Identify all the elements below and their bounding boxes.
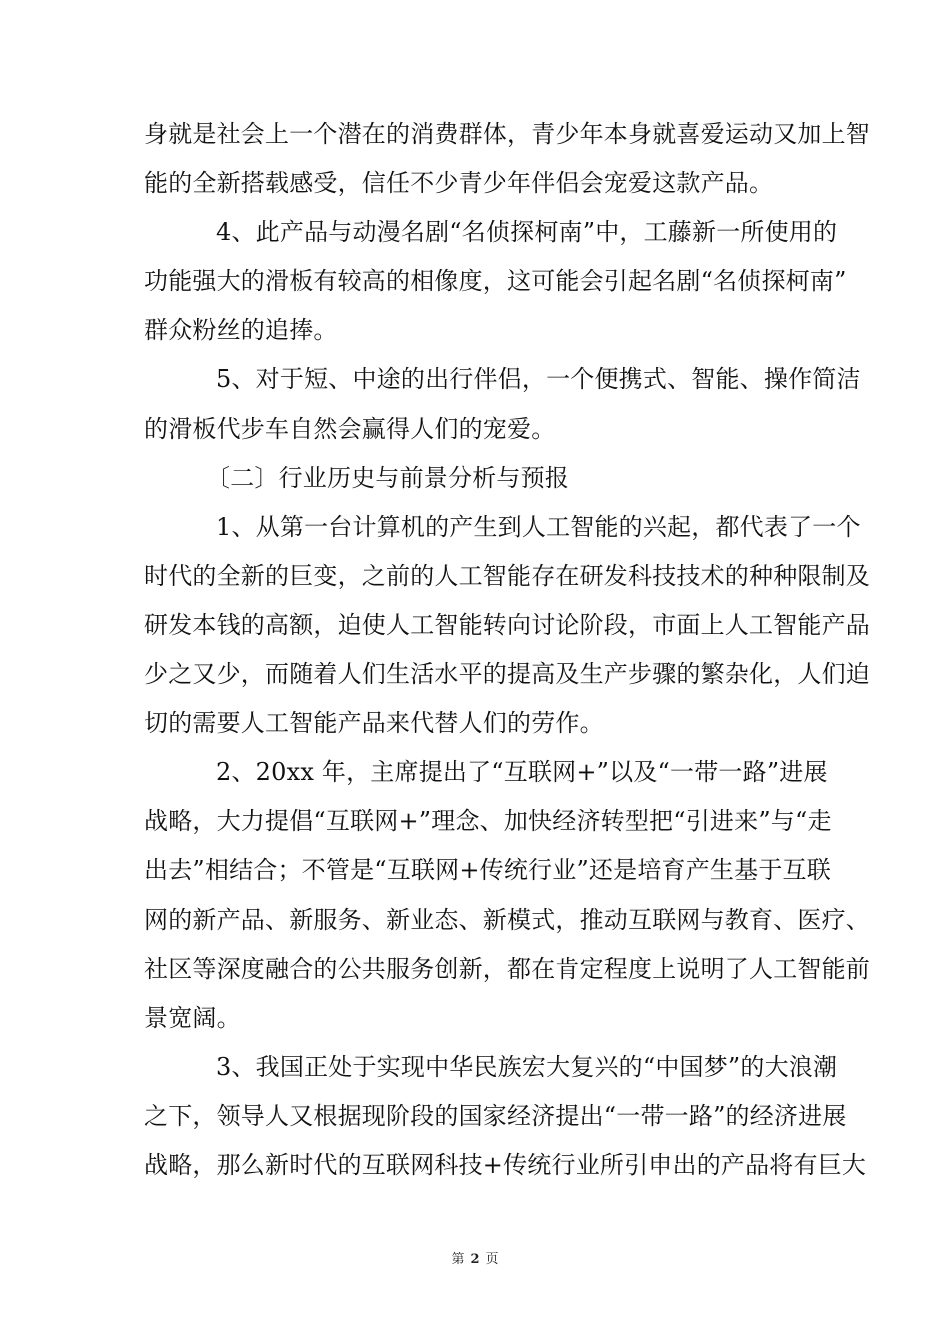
text-line: 少之又少，而随着人们生活水平的提高及生产步骤的繁杂化，人们迫: [144, 660, 870, 689]
paragraph-start: 2、20xx 年，主席提出了“互联网+”以及“一带一路”进展: [216, 758, 828, 787]
text-line: 的滑板代步车自然会赢得人们的宠爱。: [144, 414, 556, 443]
paragraph-start: 1、从第一台计算机的产生到人工智能的兴起，都代表了一个: [216, 512, 861, 541]
text-line: 能的全新搭载感受，信任不少青少年伴侣会宠爱这款产品。: [144, 169, 774, 198]
page-footer: [0, 1251, 950, 1269]
text-line: 出去”相结合；不管是“互联网+传统行业”还是培育产生基于互联: [144, 856, 831, 885]
page-label-prefix: 第: [451, 1252, 465, 1267]
text-line: 研发本钱的高额，迫使人工智能转向讨论阶段，市面上人工智能产品: [144, 610, 870, 639]
body-text: [144, 110, 870, 1190]
text-line: 社区等深度融合的公共服务创新，都在肯定程度上说明了人工智能前: [144, 954, 870, 983]
paragraph-start: 4、此产品与动漫名剧“名侦探柯南”中，工藤新一所使用的: [216, 218, 838, 247]
text-line: 之下，领导人又根据现阶段的国家经济提出“一带一路”的经济进展: [144, 1101, 847, 1130]
page-label-suffix: 页: [485, 1252, 499, 1267]
page-number: 2: [470, 1252, 480, 1267]
text-line: 战略，大力提倡“互联网+”理念、加快经济转型把“引进来”与“走: [144, 807, 832, 836]
text-line: 时代的全新的巨变，之前的人工智能存在研发科技技术的种种限制及: [144, 561, 870, 590]
paragraph-start: 3、我国正处于实现中华民族宏大复兴的“中国梦”的大浪潮: [216, 1052, 838, 1081]
section-heading: 〔二〕行业历史与前景分析与预报: [206, 463, 569, 492]
text-line: 功能强大的滑板有较高的相像度，这可能会引起名剧“名侦探柯南”: [144, 267, 847, 296]
text-line: 群众粉丝的追捧。: [144, 316, 338, 345]
text-line: 景宽阔。: [144, 1003, 241, 1032]
paragraph-start: 5、对于短、中途的出行伴侣，一个便携式、智能、操作简洁: [216, 365, 861, 394]
text-line: 网的新产品、新服务、新业态、新模式，推动互联网与教育、医疗、: [144, 905, 870, 934]
text-line: 切的需要人工智能产品来代替人们的劳作。: [144, 709, 604, 738]
text-line: 战略，那么新时代的互联网科技+传统行业所引申出的产品将有巨大: [144, 1150, 867, 1179]
text-line: 身就是社会上一个潜在的消费群体，青少年本身就喜爱运动又加上智: [144, 120, 870, 148]
